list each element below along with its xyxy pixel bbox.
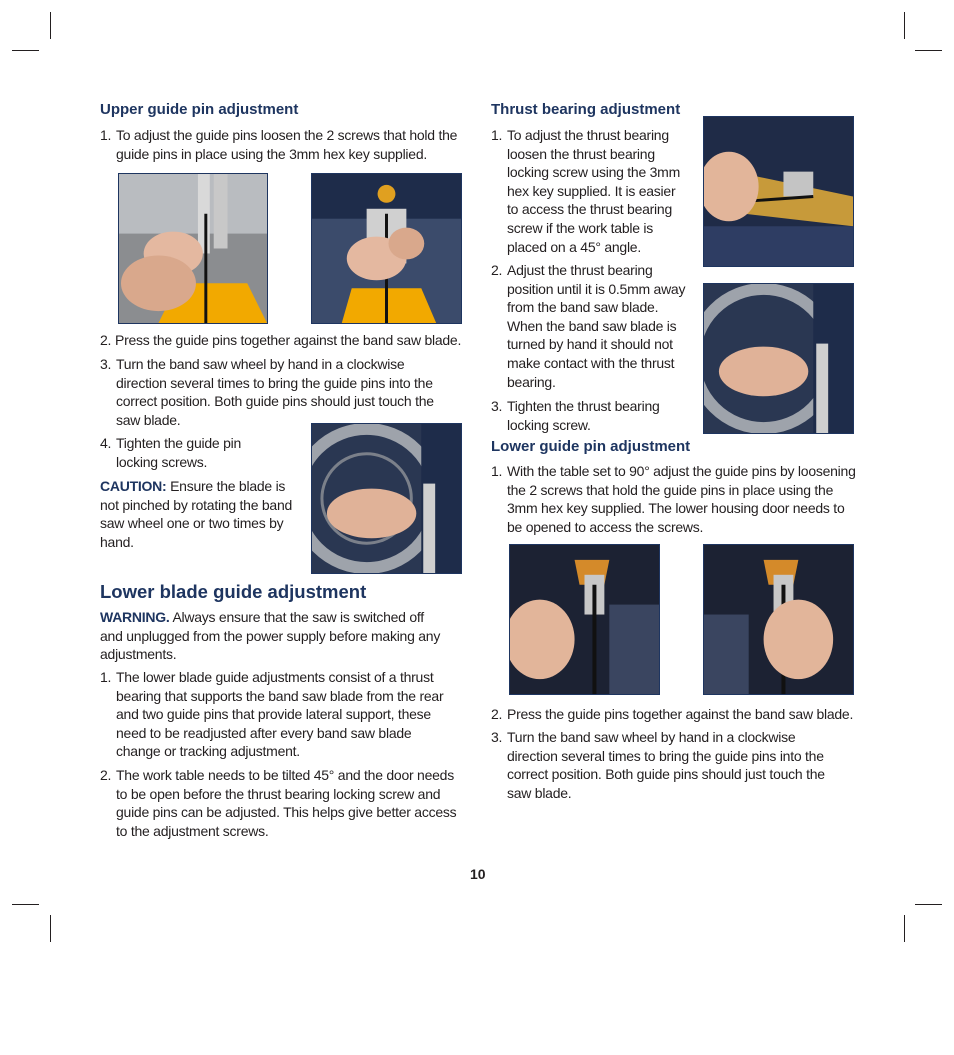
step-text: Press the guide pins together against the band saw blade. [507, 706, 854, 722]
crop-mark [50, 915, 51, 942]
step-number: 2. [100, 767, 112, 783]
lowerpin-step-3 [491, 728, 841, 802]
step-number: 2. [491, 262, 503, 278]
step-number: 1. [100, 127, 112, 143]
step-number: 3. [491, 398, 503, 414]
crop-mark [12, 904, 39, 905]
warning-text: Always ensure that the saw is switched off and unplugged from the power supply before making any adjustments. [100, 609, 441, 663]
step-number: 2. [100, 332, 112, 348]
page-number: 10 [470, 866, 486, 882]
upper-step-4 [100, 434, 260, 471]
step-text: Adjust the thrust bearing position until it is 0.5mm away from the band saw blade. When the band saw blade is turned by hand it should not make contact with the thrust bearing. [507, 262, 686, 390]
photo-thrust-bearing-screw [703, 116, 854, 267]
step-number: 3. [491, 729, 503, 745]
step-text: Press the guide pins together against the band saw blade. [115, 332, 462, 348]
step-number: 1. [491, 127, 503, 143]
upper-step-1 [100, 126, 465, 163]
step-text: The work table needs to be tilted 45° and the door needs to be open before the thrust bearing locking screw and guide pins can be adjusted. This helps give better access to the adjustment screws. [116, 767, 457, 839]
step-text: To adjust the thrust bearing loosen the thrust bearing locking screw using the 3mm hex key supplied. It is easier to access the thrust bearing screw if the work table is placed on a 45° angle. [507, 127, 680, 255]
step-text: To adjust the guide pins loosen the 2 screws that hold the guide pins in place using the 3mm hex key supplied. [116, 127, 458, 162]
lower-step-2 [100, 766, 465, 840]
lowerpin-step-2 [491, 705, 861, 724]
step-text: With the table set to 90° adjust the guide pins by loosening the 2 screws that hold the guide pins in place using the 3mm hex key supplied. The lower housing door needs to be opened to access the screws. [507, 463, 856, 535]
upper-step-2 [100, 331, 470, 350]
photo-guide-pins-pressed [311, 173, 462, 324]
photo-lower-guide-pins-left [509, 544, 660, 695]
lower-guide-pin-heading: Lower guide pin adjustment [491, 438, 691, 455]
upper-step-3 [100, 355, 445, 429]
lower-blade-guide-heading: Lower blade guide adjustment [100, 581, 367, 602]
step-number: 1. [491, 463, 503, 479]
caution-label: CAUTION: [100, 478, 167, 494]
step-number: 4. [100, 435, 112, 451]
photo-lower-guide-pins-right [703, 544, 854, 695]
photo-guide-pin-hex-key [118, 173, 268, 324]
step-text: Turn the band saw wheel by hand in a clockwise direction several times to bring the guide pins into the correct position. Both guide pins should just touch the saw blade. [507, 729, 825, 801]
caution-note [100, 477, 295, 551]
crop-mark [904, 915, 905, 942]
thrust-step-1 [491, 126, 689, 256]
step-number: 3. [100, 356, 112, 372]
crop-mark [904, 12, 905, 39]
photo-thrust-bearing-wheel [703, 283, 854, 434]
thrust-bearing-heading: Thrust bearing adjustment [491, 101, 681, 118]
crop-mark [50, 12, 51, 39]
crop-mark [915, 50, 942, 51]
lowerpin-step-1 [491, 462, 856, 536]
photo-wheel-turn [311, 423, 462, 574]
step-text: The lower blade guide adjustments consist of a thrust bearing that supports the band saw blade from the rear and two guide pins that provide lateral support, these need to be readjusted after every band saw blade change or tracking adjustment. [116, 669, 444, 760]
step-text: Tighten the guide pin locking screws. [116, 435, 241, 470]
crop-mark [12, 50, 39, 51]
lower-step-1 [100, 668, 452, 761]
warning-label: WARNING. [100, 609, 170, 625]
step-text: Tighten the thrust bearing locking screw. [507, 398, 660, 433]
step-number: 1. [100, 669, 112, 685]
upper-guide-heading: Upper guide pin adjustment [100, 101, 299, 118]
step-number: 2. [491, 706, 503, 722]
crop-mark [915, 904, 942, 905]
step-text: Turn the band saw wheel by hand in a clockwise direction several times to bring the guide pins into the correct position. Both guide pins should just touch the saw blade. [116, 356, 434, 428]
thrust-step-2 [491, 261, 691, 391]
thrust-step-3 [491, 397, 681, 434]
caution-text: Ensure the blade is not pinched by rotating the band saw wheel one or two times by hand. [100, 478, 293, 550]
warning-note [100, 608, 445, 664]
